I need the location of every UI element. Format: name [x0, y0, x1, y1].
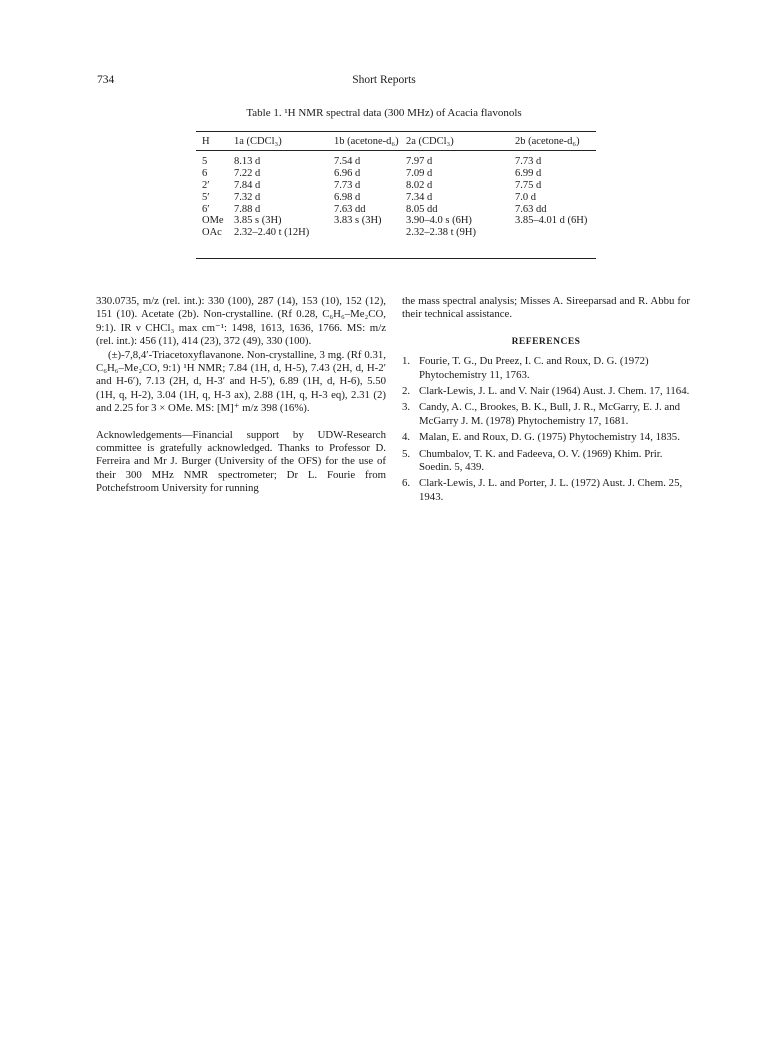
table-cell: 7.34 d	[406, 191, 433, 203]
table-cell: 2′	[202, 179, 210, 191]
reference-item	[402, 431, 690, 444]
table-cell: 8.13 d	[234, 156, 261, 167]
table-cell: OMe	[202, 215, 224, 227]
table-header-row	[196, 134, 596, 150]
table-row	[196, 227, 596, 239]
table-cell: 7.88 d	[234, 203, 261, 215]
table-cell: 3.85 s (3H)	[234, 215, 282, 227]
reference-number: 5.	[402, 447, 411, 460]
acknowledgements-continued: the mass spectral analysis; Misses A. Sireeparsad and R. Abbu for their technical assistance.	[402, 295, 690, 321]
experimental-paragraph: 330.0735, m/z (rel. int.): 330 (100), 287 (14), 153 (10), 152 (12), 151 (10). Acetate (2b). Non-crystalline. (Rf 0.28, C₆H₆–Me₂CO, 9:1). IR ν CHCl₃ max cm⁻¹: 1498, 1613, 1636, 1766. MS: m/z (rel. int.): 456 (11), 414 (23), 372 (49), 330 (100).	[96, 295, 386, 348]
reference-text: Fourie, T. G., Du Preez, I. C. and Roux, D. G. (1972) Phytochemistry 11, 1763.	[419, 355, 649, 381]
table-row	[196, 204, 596, 216]
table-cell: 7.97 d	[406, 156, 433, 167]
reference-text: Clark-Lewis, J. L. and Porter, J. L. (1972) Aust. J. Chem. 25, 1943.	[419, 477, 683, 503]
table-cell: 6.96 d	[334, 167, 361, 179]
page-number: 734	[97, 74, 115, 86]
table-cell: 3.85–4.01 d (6H)	[515, 215, 588, 227]
table-row	[196, 168, 596, 180]
table-caption: Table 1. ¹H NMR spectral data (300 MHz) of Acacia flavonols	[246, 107, 522, 119]
table-row	[196, 156, 596, 168]
table-cell: 7.63 dd	[515, 203, 547, 215]
table-header-cell: H	[202, 136, 210, 147]
table-cell: 7.22 d	[234, 167, 261, 179]
reference-item	[402, 477, 690, 504]
table-top-rule	[196, 131, 596, 132]
running-head: Short Reports	[352, 74, 416, 86]
table-header-cell: 1a (CDCl₃)	[234, 136, 282, 147]
reference-text: Candy, A. C., Brookes, B. K., Bull, J. R., McGarry, E. J. and McGarry J. M. (1978) Phytochemistry 17, 1681.	[419, 401, 681, 427]
reference-item	[402, 385, 690, 398]
table-header-cell: 1b (acetone-d₆)	[334, 136, 399, 147]
table-cell: 8.05 dd	[406, 203, 438, 215]
table-cell: 3.83 s (3H)	[334, 215, 382, 227]
table-cell: 7.75 d	[515, 179, 542, 191]
triacetoxyflavanone-paragraph: (±)-7,8,4′-Triacetoxyflavanone. Non-crystalline, 3 mg. (Rf 0.31, C₆H₆–Me₂CO, 9:1) ¹H NMR; 7.84 (1H, d, H-5), 7.43 (2H, d, H-2′ and H-6′), 7.13 (2H, d, H-3′ and H-5′), 6.89 (1H, d, H-6), 5.50 (1H, q, H-2), 3.04 (1H, q, H-3 ax), 2.88 (1H, q, H-3 eq), 2.31 (2) and 2.25 for 3 × OMe. MS: [M]⁺ m/z 398 (16%).	[96, 348, 386, 415]
reference-text: Chumbalov, T. K. and Fadeeva, O. V. (1969) Khim. Prir. Soedin. 5, 439.	[419, 447, 663, 474]
table-cell: 5′	[202, 191, 210, 203]
acknowledgements-paragraph: Acknowledgements—Financial support by UDW-Research committee is gratefully acknowledged. Thanks to Professor D. Ferreira and Mr J. Burger (University of the OFS) for the use of their 300 MHz NMR spectrometer; Dr L. Fourie from Potchefstroom University for running	[96, 428, 386, 495]
reference-item	[402, 448, 690, 475]
table-cell: 6	[202, 167, 208, 179]
reference-text: Clark-Lewis, J. L. and V. Nair (1964) Aust. J. Chem. 17, 1164.	[419, 385, 690, 398]
table-row	[196, 180, 596, 192]
table-cell: 6′	[202, 203, 210, 215]
table-cell: OAc	[202, 227, 222, 239]
table-cell: 7.32 d	[234, 191, 261, 203]
references-heading: REFERENCES	[511, 336, 581, 347]
table-row	[196, 215, 596, 227]
table-cell: 7.0 d	[515, 191, 536, 203]
left-column	[96, 295, 386, 496]
table-cell: 6.99 d	[515, 167, 542, 179]
table-row	[196, 192, 596, 204]
table-cell: 7.54 d	[334, 156, 361, 167]
table-cell: 7.63 dd	[334, 203, 366, 215]
table-cell: 5	[202, 156, 208, 167]
reference-number: 6.	[402, 477, 411, 490]
table-cell: 7.84 d	[234, 179, 261, 191]
table-cell: 7.73 d	[515, 156, 542, 167]
table-cell: 6.98 d	[334, 191, 361, 203]
nmr-table	[196, 134, 596, 239]
table-bottom-rule	[196, 258, 596, 259]
reference-number: 3.	[402, 401, 411, 414]
table-cell: 7.73 d	[334, 179, 361, 191]
reference-item	[402, 355, 690, 382]
reference-text: Malan, E. and Roux, D. G. (1975) Phytochemistry 14, 1835.	[419, 431, 680, 444]
table-header-cell: 2a (CDCl₃)	[406, 136, 454, 147]
reference-number: 4.	[402, 431, 411, 444]
right-column	[402, 295, 690, 507]
table-cell: 8.02 d	[406, 179, 433, 191]
table-cell: 7.09 d	[406, 167, 433, 179]
reference-item	[402, 401, 690, 428]
table-header-cell: 2b (acetone-d₆)	[515, 136, 580, 147]
table-cell: 2.32–2.40 t (12H)	[234, 227, 310, 239]
reference-number: 1.	[402, 355, 411, 368]
table-cell: 3.90–4.0 s (6H)	[406, 215, 472, 227]
reference-number: 2.	[402, 385, 411, 398]
table-cell: 2.32–2.38 t (9H)	[406, 227, 476, 239]
